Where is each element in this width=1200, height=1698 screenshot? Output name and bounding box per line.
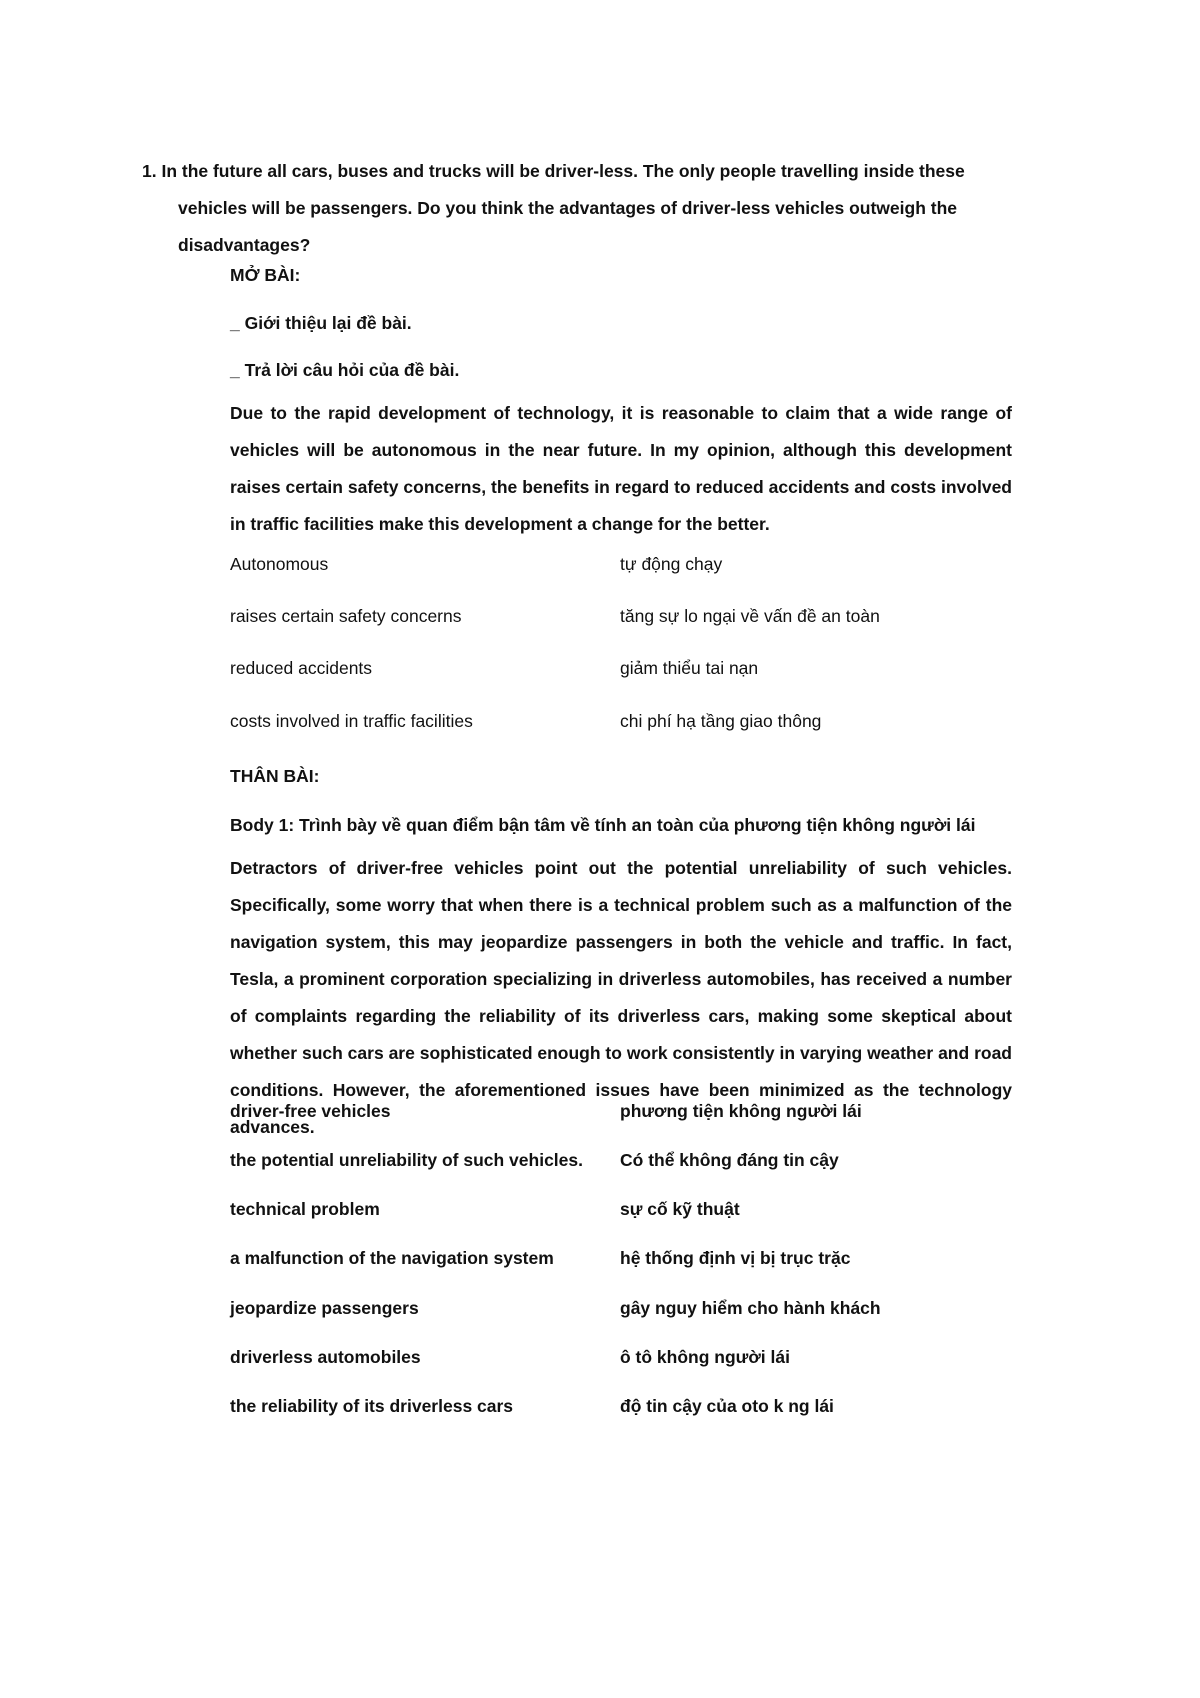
body1-paragraph-text: Detractors of driver-free vehicles point out the potential unreliability of such vehicles. Specifically, some worry that when there is a technical problem such as a malfunction of the navigation system, this may jeopardize passengers in both the vehicle and traffic. In fact, Tesla, a prominent corporation specializing in driverless automobiles, has received a number of complaints regarding the reliability of its driverless cars, making some skeptical about whether such cars are sophisticated enough to work consistently in varying weather and road conditions. However, the aforementioned issues have been minimized as the technology advances. (230, 858, 1012, 1137)
question-line-2: vehicles will be passengers. Do you think the advantages of driver-less vehicles outweigh the (178, 198, 957, 218)
intro-vocab-vi-2: tăng sự lo ngại về vấn đề an toàn (620, 606, 880, 626)
intro-vocab-en-1: Autonomous (230, 554, 329, 574)
intro-vocab-en-2: raises certain safety concerns (230, 606, 462, 626)
question-line-3: disadvantages? (178, 235, 311, 255)
body-vocab-vi-2: Có thể không đáng tin cậy (620, 1150, 839, 1170)
intro-vocab-en-3: reduced accidents (230, 658, 373, 678)
intro-vocab-vi-3: giảm thiểu tai nạn (620, 658, 759, 678)
body-vocab-en-7: the reliability of its driverless cars (230, 1396, 514, 1416)
body-vocab-vi-4: hệ thống định vị bị trục trặc (620, 1248, 851, 1268)
body-vocab-en-6: driverless automobiles (230, 1347, 421, 1367)
body-vocab-en-5: jeopardize passengers (230, 1298, 419, 1318)
body-vocab-vi-3: sự cố kỹ thuật (620, 1199, 740, 1219)
body-vocab-vi-1: phương tiện không người lái (620, 1101, 862, 1121)
question-line-1: 1. In the future all cars, buses and trucks will be driver-less. The only people travelling inside these (142, 161, 965, 181)
essay-question (142, 153, 1012, 264)
body-vocab-vi-5: gây nguy hiểm cho hành khách (620, 1298, 881, 1318)
body-vocab-vi-6: ô tô không người lái (620, 1347, 790, 1367)
intro-paragraph-text: Due to the rapid development of technology, it is reasonable to claim that a wide range of vehicles will be autonomous in the near future. In my opinion, although this development raises certain safety concerns, the benefits in regard to reduced accidents and costs involved in traffic facilities make this development a change for the better. (230, 403, 1012, 534)
intro-heading: MỞ BÀI: (230, 265, 301, 285)
body1-title: Body 1: Trình bày về quan điểm bận tâm về tính an toàn của phương tiện không người lái (230, 815, 976, 835)
body-heading: THÂN BÀI: (230, 766, 320, 786)
body-vocab-en-1: driver-free vehicles (230, 1101, 391, 1121)
body-vocab-en-4: a malfunction of the navigation system (230, 1248, 554, 1268)
intro-vocab-vi-1: tự động chạy (620, 554, 723, 574)
body-vocab-en-3: technical problem (230, 1199, 380, 1219)
intro-vocab-vi-4: chi phí hạ tầng giao thông (620, 711, 822, 731)
body-vocab-vi-7: độ tin cậy của oto k ng lái (620, 1396, 834, 1416)
body-vocab-en-2: the potential unreliability of such vehicles. (230, 1150, 583, 1170)
intro-bullet-2: _ Trả lời câu hỏi của đề bài. (230, 360, 460, 380)
intro-vocab-en-4: costs involved in traffic facilities (230, 711, 473, 731)
intro-bullet-1: _ Giới thiệu lại đề bài. (230, 313, 412, 333)
intro-paragraph (204, 395, 1012, 543)
